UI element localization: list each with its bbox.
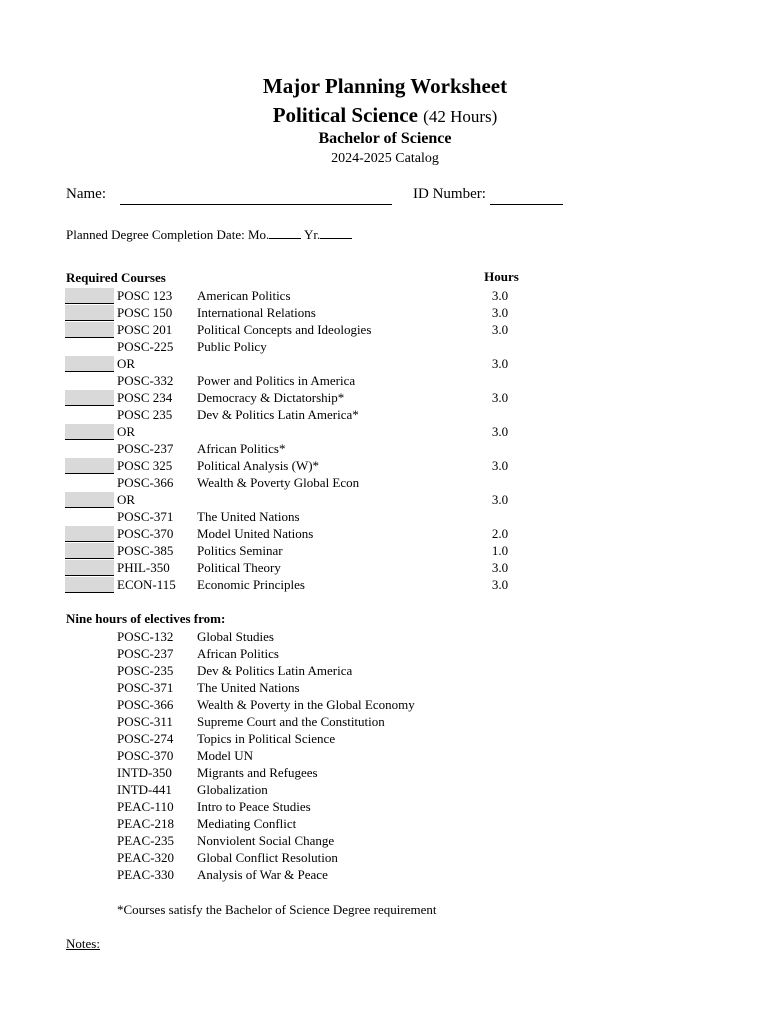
required-course-row <box>0 423 770 440</box>
completion-label: Planned Degree Completion Date: Mo. <box>66 227 270 242</box>
page-title: Major Planning Worksheet <box>262 74 508 98</box>
degree-title: Bachelor of Science <box>318 130 452 147</box>
course-code: OR <box>117 492 136 507</box>
id-label: ID Number: <box>413 186 486 202</box>
elective-code: POSC-371 <box>117 680 174 695</box>
course-hours: 3.0 <box>491 390 509 405</box>
elective-title: Model UN <box>197 748 253 763</box>
required-course-row <box>0 304 770 321</box>
required-course-row <box>0 474 770 491</box>
elective-course-row <box>0 781 770 798</box>
elective-title: Intro to Peace Studies <box>197 799 311 814</box>
course-code: PHIL-350 <box>117 560 170 575</box>
completion-checkbox-field[interactable] <box>65 424 114 440</box>
elective-title: Nonviolent Social Change <box>197 833 335 848</box>
elective-title: Analysis of War & Peace <box>197 867 328 882</box>
course-hours: 3.0 <box>491 560 509 575</box>
completion-checkbox-field[interactable] <box>65 526 114 542</box>
course-title: African Politics* <box>197 441 286 456</box>
required-course-row <box>0 440 770 457</box>
course-code: POSC 234 <box>117 390 173 405</box>
required-course-row <box>0 406 770 423</box>
completion-date-row <box>66 226 352 243</box>
required-heading: Required Courses <box>66 270 166 285</box>
course-title: Economic Principles <box>197 577 305 592</box>
completion-checkbox-field[interactable] <box>65 560 114 576</box>
program-title <box>0 103 770 128</box>
elective-course-row <box>0 764 770 781</box>
elective-title: Dev & Politics Latin America <box>197 663 353 678</box>
elective-title: Topics in Political Science <box>197 731 336 746</box>
name-field[interactable] <box>120 188 392 205</box>
course-hours: 2.0 <box>491 526 509 541</box>
completion-month-field[interactable] <box>269 226 301 239</box>
catalog-year: 2024-2025 Catalog <box>331 151 439 166</box>
course-title: International Relations <box>197 305 316 320</box>
elective-title: Global Studies <box>197 629 274 644</box>
hours-heading: Hours <box>484 269 519 284</box>
completion-checkbox-field[interactable] <box>65 458 114 474</box>
course-hours: 3.0 <box>491 305 509 320</box>
notes-label: Notes: <box>66 936 100 951</box>
course-title: Dev & Politics Latin America* <box>197 407 359 422</box>
course-hours: 3.0 <box>491 577 509 592</box>
elective-code: POSC-370 <box>117 748 174 763</box>
course-code: POSC-370 <box>117 526 174 541</box>
elective-code: PEAC-110 <box>117 799 174 814</box>
course-code: OR <box>117 424 136 439</box>
required-course-row <box>0 491 770 508</box>
required-course-row <box>0 355 770 372</box>
required-course-row <box>0 321 770 338</box>
required-course-row <box>0 508 770 525</box>
elective-code: PEAC-235 <box>117 833 175 848</box>
course-code: POSC-366 <box>117 475 174 490</box>
required-course-row <box>0 576 770 593</box>
completion-checkbox-field[interactable] <box>65 288 114 304</box>
completion-year-field[interactable] <box>320 226 352 239</box>
course-title: Democracy & Dictatorship* <box>197 390 345 405</box>
elective-course-row <box>0 662 770 679</box>
program-hours: (42 Hours) <box>423 107 498 126</box>
elective-course-row <box>0 679 770 696</box>
course-title: Political Analysis (W)* <box>197 458 320 473</box>
course-code: POSC 325 <box>117 458 173 473</box>
course-code: POSC-385 <box>117 543 174 558</box>
course-title: Public Policy <box>197 339 267 354</box>
course-code: POSC 201 <box>117 322 173 337</box>
elective-course-row <box>0 696 770 713</box>
required-course-row <box>0 287 770 304</box>
elective-course-row <box>0 730 770 747</box>
required-course-row <box>0 372 770 389</box>
required-course-row <box>0 525 770 542</box>
course-hours: 3.0 <box>491 458 509 473</box>
course-title: Political Theory <box>197 560 281 575</box>
elective-code: INTD-350 <box>117 765 172 780</box>
id-field[interactable] <box>490 188 563 205</box>
course-title: Political Concepts and Ideologies <box>197 322 372 337</box>
elective-course-row <box>0 866 770 883</box>
course-code: POSC 150 <box>117 305 173 320</box>
elective-code: PEAC-320 <box>117 850 175 865</box>
completion-checkbox-field[interactable] <box>65 356 114 372</box>
elective-code: POSC-311 <box>117 714 173 729</box>
course-title: Power and Politics in America <box>197 373 356 388</box>
footnote: *Courses satisfy the Bachelor of Science Degree requirement <box>117 902 437 917</box>
elective-course-row <box>0 628 770 645</box>
elective-code: POSC-366 <box>117 697 174 712</box>
elective-title: African Politics <box>197 646 279 661</box>
elective-title: Globalization <box>197 782 268 797</box>
course-title: Model United Nations <box>197 526 314 541</box>
completion-checkbox-field[interactable] <box>65 492 114 508</box>
elective-course-row <box>0 645 770 662</box>
course-code: POSC 235 <box>117 407 173 422</box>
elective-course-row <box>0 713 770 730</box>
course-code: POSC-225 <box>117 339 174 354</box>
elective-code: POSC-235 <box>117 663 174 678</box>
course-title: The United Nations <box>197 509 300 524</box>
completion-checkbox-field[interactable] <box>65 577 114 593</box>
course-title: American Politics <box>197 288 291 303</box>
electives-heading: Nine hours of electives from: <box>66 611 226 626</box>
course-hours: 3.0 <box>491 356 509 371</box>
course-hours: 3.0 <box>491 288 509 303</box>
required-course-row <box>0 389 770 406</box>
elective-title: Migrants and Refugees <box>197 765 318 780</box>
elective-title: Supreme Court and the Constitution <box>197 714 385 729</box>
course-hours: 1.0 <box>491 543 509 558</box>
course-code: POSC-237 <box>117 441 174 456</box>
year-label: Yr. <box>304 227 321 242</box>
course-title: Wealth & Poverty Global Econ <box>197 475 360 490</box>
course-hours: 3.0 <box>491 322 509 337</box>
course-code: POSC-332 <box>117 373 174 388</box>
required-course-row <box>0 457 770 474</box>
elective-title: Mediating Conflict <box>197 816 297 831</box>
elective-code: POSC-274 <box>117 731 174 746</box>
completion-checkbox-field[interactable] <box>65 390 114 406</box>
course-code: POSC 123 <box>117 288 173 303</box>
elective-code: POSC-237 <box>117 646 174 661</box>
course-hours: 3.0 <box>491 424 509 439</box>
name-label: Name: <box>66 186 106 202</box>
completion-checkbox-field[interactable] <box>65 543 114 559</box>
elective-course-row <box>0 815 770 832</box>
required-course-row <box>0 559 770 576</box>
course-code: POSC-371 <box>117 509 174 524</box>
course-code: OR <box>117 356 136 371</box>
required-course-row <box>0 542 770 559</box>
elective-code: INTD-441 <box>117 782 172 797</box>
completion-checkbox-field[interactable] <box>65 305 114 321</box>
elective-code: PEAC-330 <box>117 867 175 882</box>
elective-course-row <box>0 747 770 764</box>
completion-checkbox-field[interactable] <box>65 322 114 338</box>
course-title: Politics Seminar <box>197 543 283 558</box>
elective-title: The United Nations <box>197 680 300 695</box>
elective-title: Global Conflict Resolution <box>197 850 338 865</box>
course-hours: 3.0 <box>491 492 509 507</box>
program-name: Political Science <box>272 103 418 127</box>
elective-course-row <box>0 832 770 849</box>
elective-course-row <box>0 849 770 866</box>
elective-code: POSC-132 <box>117 629 174 644</box>
course-code: ECON-115 <box>117 577 176 592</box>
elective-title: Wealth & Poverty in the Global Economy <box>197 697 415 712</box>
elective-course-row <box>0 798 770 815</box>
required-course-row <box>0 338 770 355</box>
elective-code: PEAC-218 <box>117 816 175 831</box>
